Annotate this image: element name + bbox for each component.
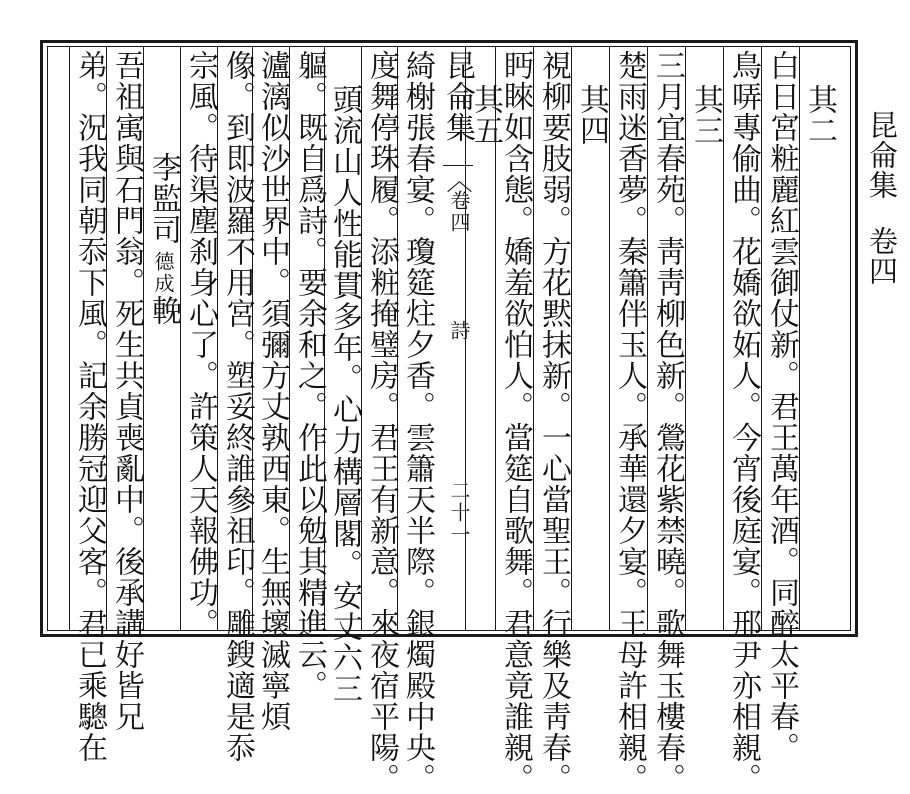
- fish-tail-mark: ︿: [442, 167, 472, 194]
- column-text: 鳥哢專偷曲。花嬌欲妬人。今宵後庭宴。邢尹亦相親。: [726, 50, 761, 794]
- text-column: [612, 50, 647, 794]
- column-rule: [685, 47, 686, 630]
- center-book-title: 昆侖集: [440, 50, 475, 143]
- column-rule: [799, 47, 800, 630]
- column-rule: [647, 47, 648, 630]
- margin-book-name: 昆侖集: [865, 110, 899, 200]
- column-text: 楚雨迷香夢。秦簫伴玉人。承華還夕宴。王母許相親。: [612, 50, 647, 794]
- column-rule: [609, 47, 610, 630]
- text-column: [650, 50, 685, 794]
- column-text: 度舞停珠履。添粧掩璧房。君王有新意。來夜宿平陽。: [364, 50, 399, 794]
- text-column: [802, 50, 836, 662]
- column-text: 三月宜春苑。靑靑柳色新。鶯花紫禁曉。歌舞玉樓春。: [650, 50, 685, 794]
- text-column: [146, 50, 180, 730]
- text-column: [220, 50, 255, 763]
- column-text: 其四: [574, 84, 609, 146]
- column-text: 宗風。待渠塵刹身心了。許策人天報佛功。: [183, 50, 218, 639]
- column-text: 軀。既自爲詩。要余和之。作此以勉其精進云。: [292, 50, 327, 701]
- text-column: [726, 50, 761, 794]
- margin-volume: 卷四: [865, 226, 899, 286]
- column-text-tail: 輓: [146, 295, 181, 326]
- column-text: 像。到即波羅不用宮。塑妥終誰參祖印。雕鎪適是忝: [220, 50, 255, 763]
- text-column: [498, 50, 533, 794]
- text-column: [468, 50, 502, 662]
- column-text: 眄睞如含態。嬌羞欲怕人。當筵自歌舞。君意竟誰親。: [498, 50, 533, 794]
- text-column: [688, 50, 722, 662]
- column-text: 其三: [688, 84, 723, 146]
- column-rule: [761, 47, 762, 630]
- column-text: 頭流山人性能貫多年。心力構層閣。安丈六三: [327, 84, 362, 704]
- text-column: [364, 50, 399, 794]
- text-column: [183, 50, 218, 639]
- text-column: [764, 50, 799, 763]
- column-text: 其二: [802, 84, 837, 146]
- text-column: [72, 50, 107, 763]
- interlinear-note: 德成: [151, 251, 175, 295]
- text-column: [327, 50, 362, 704]
- column-text: 白日宮粧麗紅雲御仗新。君王萬年酒。同醉太平春。: [764, 50, 799, 763]
- column-text: 弟。況我同朝忝下風。記余勝冠迎父客。君已乘驄在: [72, 50, 107, 763]
- margin-book-title: [866, 110, 898, 286]
- column-rule: [723, 47, 724, 630]
- text-column: [536, 50, 571, 794]
- center-page-number: 二十一: [447, 480, 471, 546]
- column-rule: [180, 47, 181, 630]
- column-text: 視柳要肢弱。方花黙抹新。一心當聖王。行樂及靑春。: [536, 50, 571, 794]
- column-rule: [571, 47, 572, 630]
- text-column: [292, 50, 327, 701]
- text-column: [109, 50, 144, 732]
- text-column: [255, 50, 290, 732]
- text-column: [400, 50, 435, 794]
- column-text: 其五: [468, 84, 503, 146]
- column-text: 瀘漓似沙世界中。須彌方丈孰西東。生無壞滅寧煩: [255, 50, 290, 732]
- center-genre: 詩: [447, 320, 471, 342]
- column-text: 吾祖㝢與石門翁。死生共貞喪亂中。後承講好皆兄: [109, 50, 144, 732]
- column-text: 綺榭張春宴。瓊筵炷夕香。雲簫天半際。銀燭殿中央。: [400, 50, 435, 794]
- column-rule: [533, 47, 534, 630]
- column-rule: [465, 47, 466, 630]
- column-rule: [69, 47, 70, 630]
- center-volume: 卷四: [447, 190, 471, 234]
- column-text: 李監司: [146, 152, 181, 245]
- text-column: [574, 50, 608, 662]
